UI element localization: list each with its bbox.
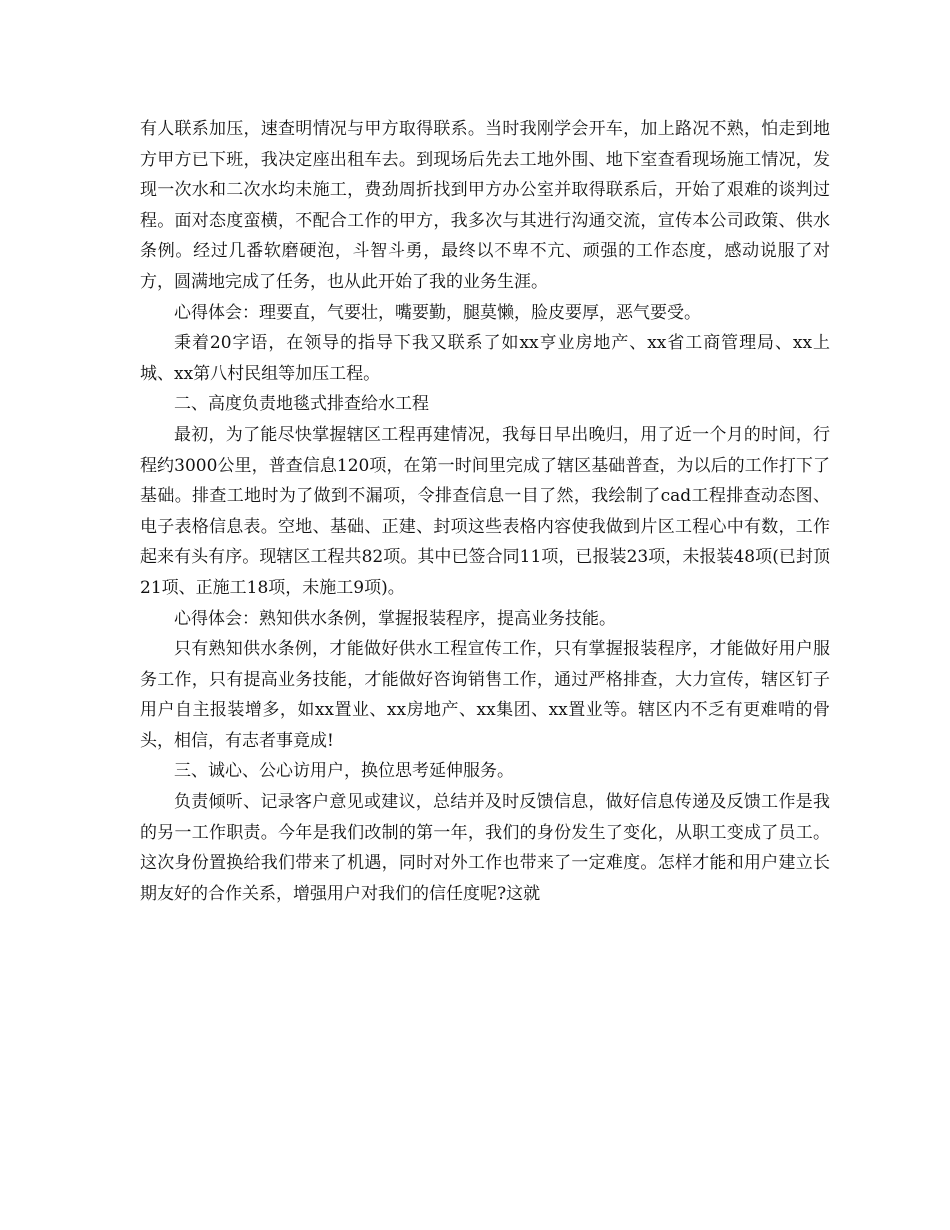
paragraph-4: 最初，为了能尽快掌握辖区工程再建情况，我每日早出晚归，用了近一个月的时间，行程约3000公里，普查信息120项，在第一时间里完成了辖区基础普查，为以后的工作打下了基础。排查工地时为了做到不漏项，令排查信息一目了然，我绘制了cad工程排查动态图、电子表格信息表。空地、基础、正建、封项这些表格内容使我做到片区工程心中有数，工作起来有头有序。现辖区工程共82项。其中已签合同11项，已报装23项，未报装48项(已封顶21项、正施工18项，未施工9项)。 bbox=[140, 424, 830, 598]
paragraph-1: 有人联系加压，速查明情况与甲方取得联系。当时我刚学会开车，加上路况不熟，怕走到地方甲方已下班，我决定座出租车去。到现场后先去工地外围、地下室查看现场施工情况，发现一次水和二次水均未施工，费劲周折找到甲方办公室并取得联系后，开始了艰难的谈判过程。面对态度蛮横，不配合工作的甲方，我多次与其进行沟通交流，宣传本公司政策、供水条例。经过几番软磨硬泡，斗智斗勇，最终以不卑不亢、顽强的工作态度，感动说服了对方，圆满地完成了任务，也从此开始了我的业务生涯。 bbox=[140, 119, 830, 292]
paragraph-3: 秉着20字语，在领导的指导下我又联系了如xx亨业房地产、xx省工商管理局、xx上城、xx第八村民组等加压工程。 bbox=[140, 333, 830, 384]
paragraph-7: 负责倾听、记录客户意见或建议，总结并及时反馈信息，做好信息传递及反馈工作是我的另一工作职责。今年是我们改制的第一年，我们的身份发生了变化，从职工变成了员工。这次身份置换给我们带来了机遇，同时对外工作也带来了一定难度。怎样才能和用户建立长期友好的合作关系，增强用户对我们的信任度呢?这就 bbox=[140, 792, 830, 904]
section-heading-3: 三、诚心、公心访用户，换位思考延伸服务。 bbox=[174, 761, 514, 782]
paragraph-6: 只有熟知供水条例，才能做好供水工程宣传工作，只有掌握报装程序，才能做好用户服务工作，只有提高业务技能，才能做好咨询销售工作，通过严格排查，大力宣传，辖区钉子用户自主报装增多，如xx置业、xx房地产、xx集团、xx置业等。辖区内不乏有更难啃的骨头，相信，有志者事竟成! bbox=[140, 639, 830, 751]
section-heading-2: 二、高度负责地毯式排查给水工程 bbox=[174, 394, 429, 415]
paragraph-5: 心得体会：熟知供水条例，掌握报装程序，提高业务技能。 bbox=[174, 608, 616, 629]
document-body bbox=[140, 114, 830, 909]
paragraph-2: 心得体会：理要直，气要壮，嘴要勤，腿莫懒，脸皮要厚，恶气要受。 bbox=[174, 302, 701, 323]
